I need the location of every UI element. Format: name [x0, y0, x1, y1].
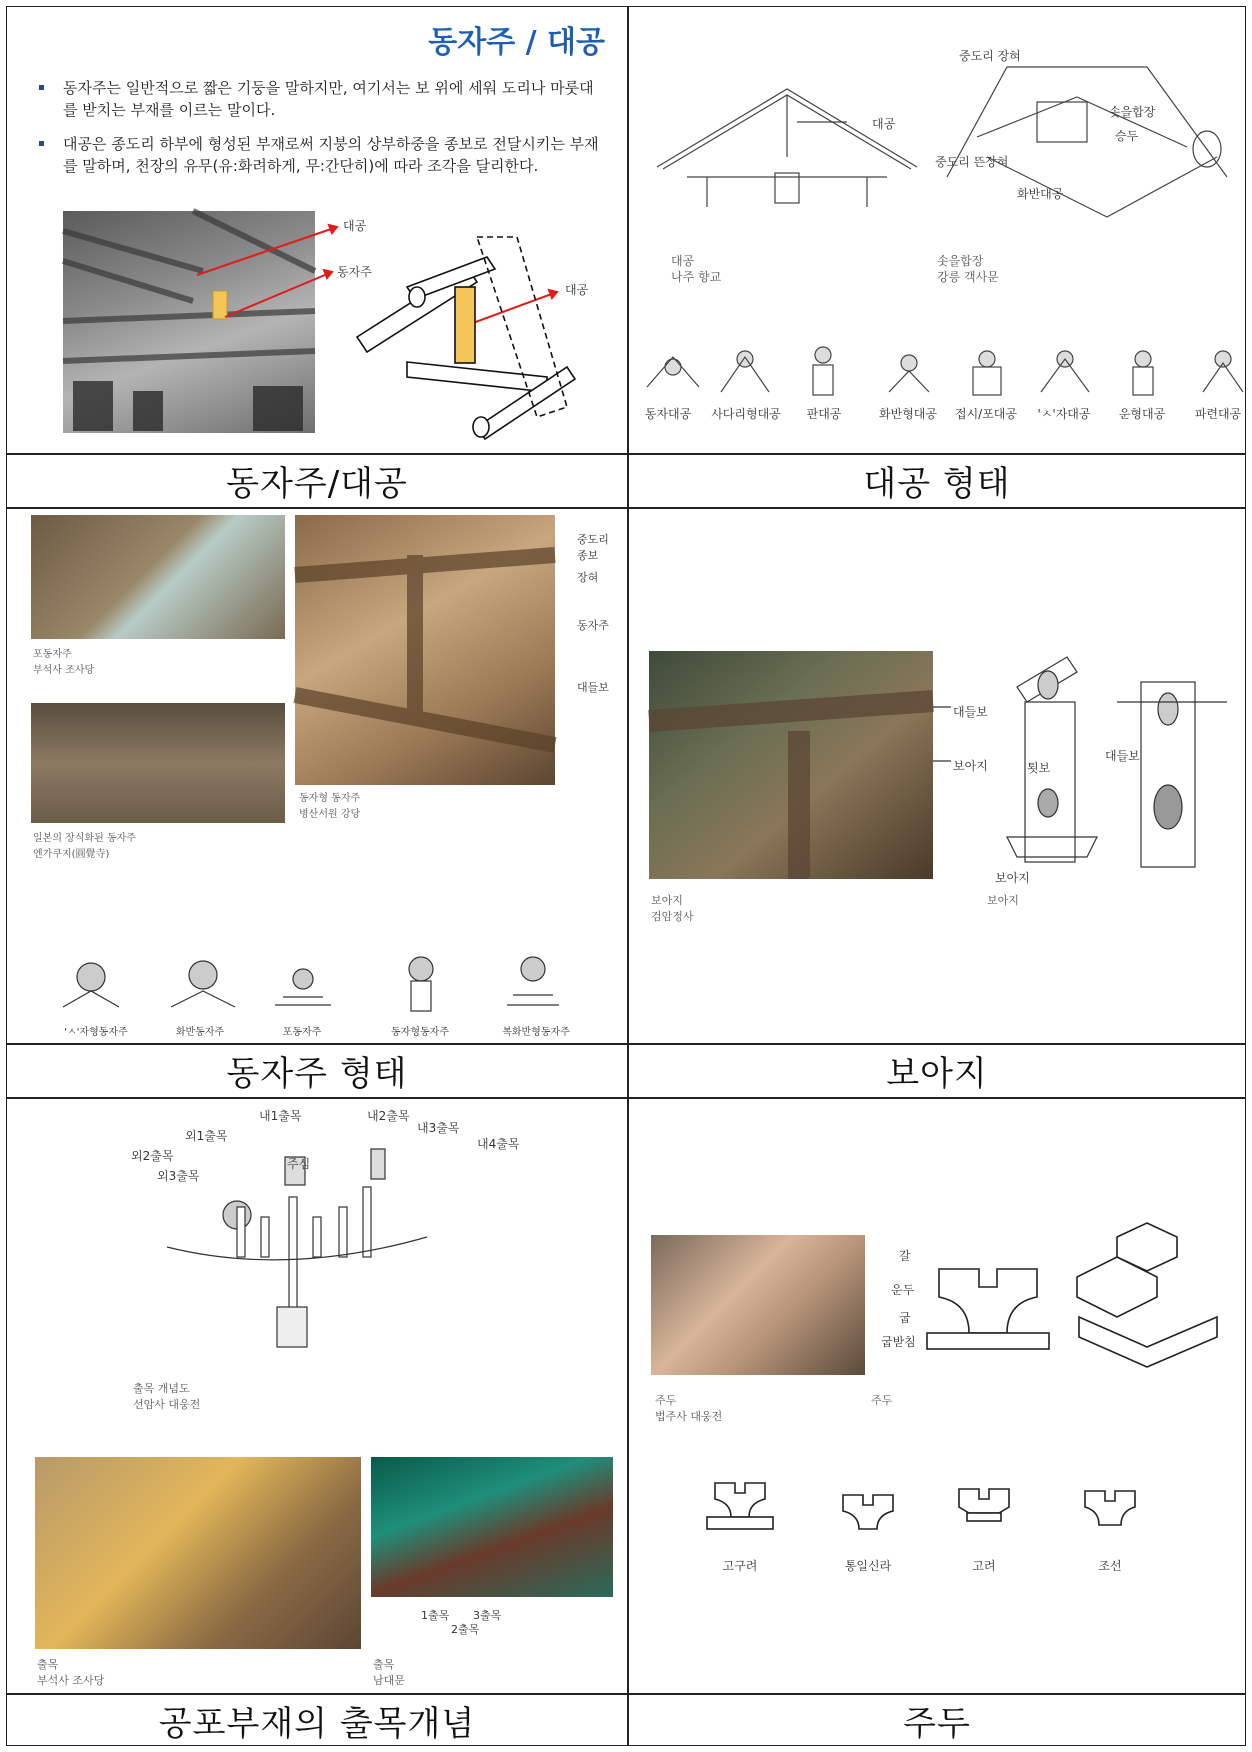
type-label: 고려: [972, 1559, 996, 1573]
label-boaji: 보아지: [953, 759, 988, 773]
label-oe2: 외2출목: [131, 1149, 174, 1163]
label-oe3: 외3출목: [157, 1169, 200, 1183]
label-nae1: 내1출목: [259, 1109, 302, 1123]
callout-arrows: [7, 7, 627, 453]
type-label: 통일신라: [844, 1559, 892, 1573]
boaji-drawings: [627, 507, 1247, 1043]
label-dongjaju: 동자주: [337, 265, 372, 279]
type-label: 'ㅅ'자대공: [1037, 407, 1091, 421]
type-label: 화반형대공: [879, 407, 937, 421]
caption-left: 보아지 검암정사: [651, 894, 694, 923]
photo-podongjaju: [31, 515, 285, 639]
panel-chulmok: [7, 1097, 627, 1693]
panel-dongjaju-daegong: [7, 7, 627, 453]
caption-right: 보아지: [987, 894, 1019, 907]
caption-3: 동자주 형태: [226, 1053, 408, 1094]
label-jongdori: 중도리 장혀: [959, 49, 1021, 63]
photo-dongjahyeong: [295, 515, 555, 785]
photo-chulmok-1: [35, 1457, 361, 1649]
type-drawings: [627, 337, 1247, 437]
caption-photo2: 일본의 장식화된 동자주 엔가쿠지(圓覺寺): [33, 833, 136, 860]
chulmok-diagram: [7, 1097, 627, 1397]
label-2chulmok: 2출목: [451, 1623, 480, 1636]
label-hwaban: 화반대공: [1017, 187, 1064, 201]
type-label: 파련대공: [1194, 407, 1242, 421]
label-daegong-2: 대공: [565, 283, 589, 297]
caption-2: 대공 형태: [863, 463, 1011, 504]
figure-grid: [6, 6, 1246, 1746]
caption-photo1: 포동자주 부석사 조사당: [33, 649, 95, 676]
type-label: 운형대공: [1118, 407, 1166, 421]
label-daedeulbo: 대들보: [577, 681, 609, 694]
label-daegong: 대공: [343, 219, 367, 233]
label-nae2: 내2출목: [367, 1109, 410, 1123]
caption-4: 보아지: [886, 1053, 988, 1094]
label-oe1: 외1출목: [185, 1129, 228, 1143]
label-soseul: 솟을합장: [1109, 105, 1156, 119]
label-drawing-boaji: 보아지: [995, 871, 1030, 885]
type-label: 동자대공: [644, 407, 692, 421]
label-jongbo: 종보: [577, 549, 599, 562]
type-label: 조선: [1098, 1559, 1122, 1573]
panel-daegong-types: [627, 7, 1247, 453]
label-dongjaju: 동자주: [577, 619, 609, 632]
caption-5: 공포부재의 출목개념: [158, 1703, 476, 1744]
photo3-beams: [295, 515, 555, 785]
label-3chulmok: 3출목: [473, 1609, 502, 1622]
type-label: 판대공: [806, 407, 842, 421]
photo-japanese-dongjaju: [31, 703, 285, 823]
panel-judu: [627, 1097, 1247, 1693]
caption-photo3: 동자형 동자주 병산서원 강당: [299, 793, 361, 820]
label-daedeulbo: 대들보: [953, 705, 988, 719]
label-jungdori: 중도리: [577, 533, 609, 546]
caption-1: 동자주/대공: [226, 463, 408, 504]
label-gupbatchim: 굽받침: [881, 1335, 916, 1349]
caption-diagram: 출목 개념도 선암사 대웅전: [133, 1382, 201, 1411]
label-nae4: 내4출목: [477, 1137, 520, 1151]
type-label: 화반동자주: [175, 1027, 225, 1038]
caption-6: 주두: [903, 1703, 971, 1744]
caption-right: 솟을합장 강릉 객사문: [937, 254, 999, 284]
type-label: 복화반형동자주: [502, 1027, 570, 1038]
caption-right: 주두: [871, 1394, 893, 1407]
label-undu: 운두: [891, 1283, 915, 1297]
type-label: 접시/포대공: [954, 407, 1017, 421]
bullet-2: 대공은 종도리 하부에 형성된 부재로써 지붕의 상부하중을 종보로 전달시키는 부재를 말하며, 천장의 유무(유:화려하게, 무:간단히)에 따라 조각을 달리한다.: [63, 133, 603, 177]
panel-dongjaju-types: [7, 507, 627, 1043]
type-label: 포동자주: [282, 1027, 322, 1038]
label-toetbo: 툇보: [1027, 761, 1051, 775]
caption-photo1: 출목 부석사 조사당: [37, 1658, 105, 1687]
label-seungdu: 승두: [1115, 129, 1139, 143]
photo-chulmok-2: [371, 1457, 613, 1597]
type-label: 동자형동자주: [391, 1027, 449, 1038]
label-1chulmok: 1출목: [421, 1609, 450, 1622]
label-jungdori-tteun: 중도리 뜬장혀: [935, 155, 1009, 169]
label-nae3: 내3출목: [417, 1121, 460, 1135]
label-jusim: 주심: [287, 1157, 311, 1171]
type-label: 사다리형대공: [711, 407, 781, 421]
type-label: 'ㅅ'자형동자주: [64, 1027, 128, 1038]
label-janghyeo: 장혀: [577, 571, 599, 584]
caption-photo2: 출목 남대문: [373, 1658, 405, 1687]
label-gup: 굽: [899, 1311, 911, 1325]
panel-title: 동자주 / 대공: [428, 25, 605, 60]
label-drawing-daedeulbo: 대들보: [1105, 749, 1140, 763]
caption-left: 주두 법주사 대웅전: [655, 1394, 723, 1423]
label-daegong: 대공: [872, 117, 896, 131]
panel-boaji: [627, 507, 1247, 1043]
label-gal: 갈: [899, 1249, 911, 1263]
caption-left: 대공 나주 향교: [671, 254, 722, 284]
bullet-1: 동자주는 일반적으로 짧은 기둥을 말하지만, 여기서는 보 위에 세워 도리나 마룻대를 받치는 부재를 이르는 말이다.: [63, 77, 603, 121]
type-label: 고구려: [722, 1559, 758, 1573]
